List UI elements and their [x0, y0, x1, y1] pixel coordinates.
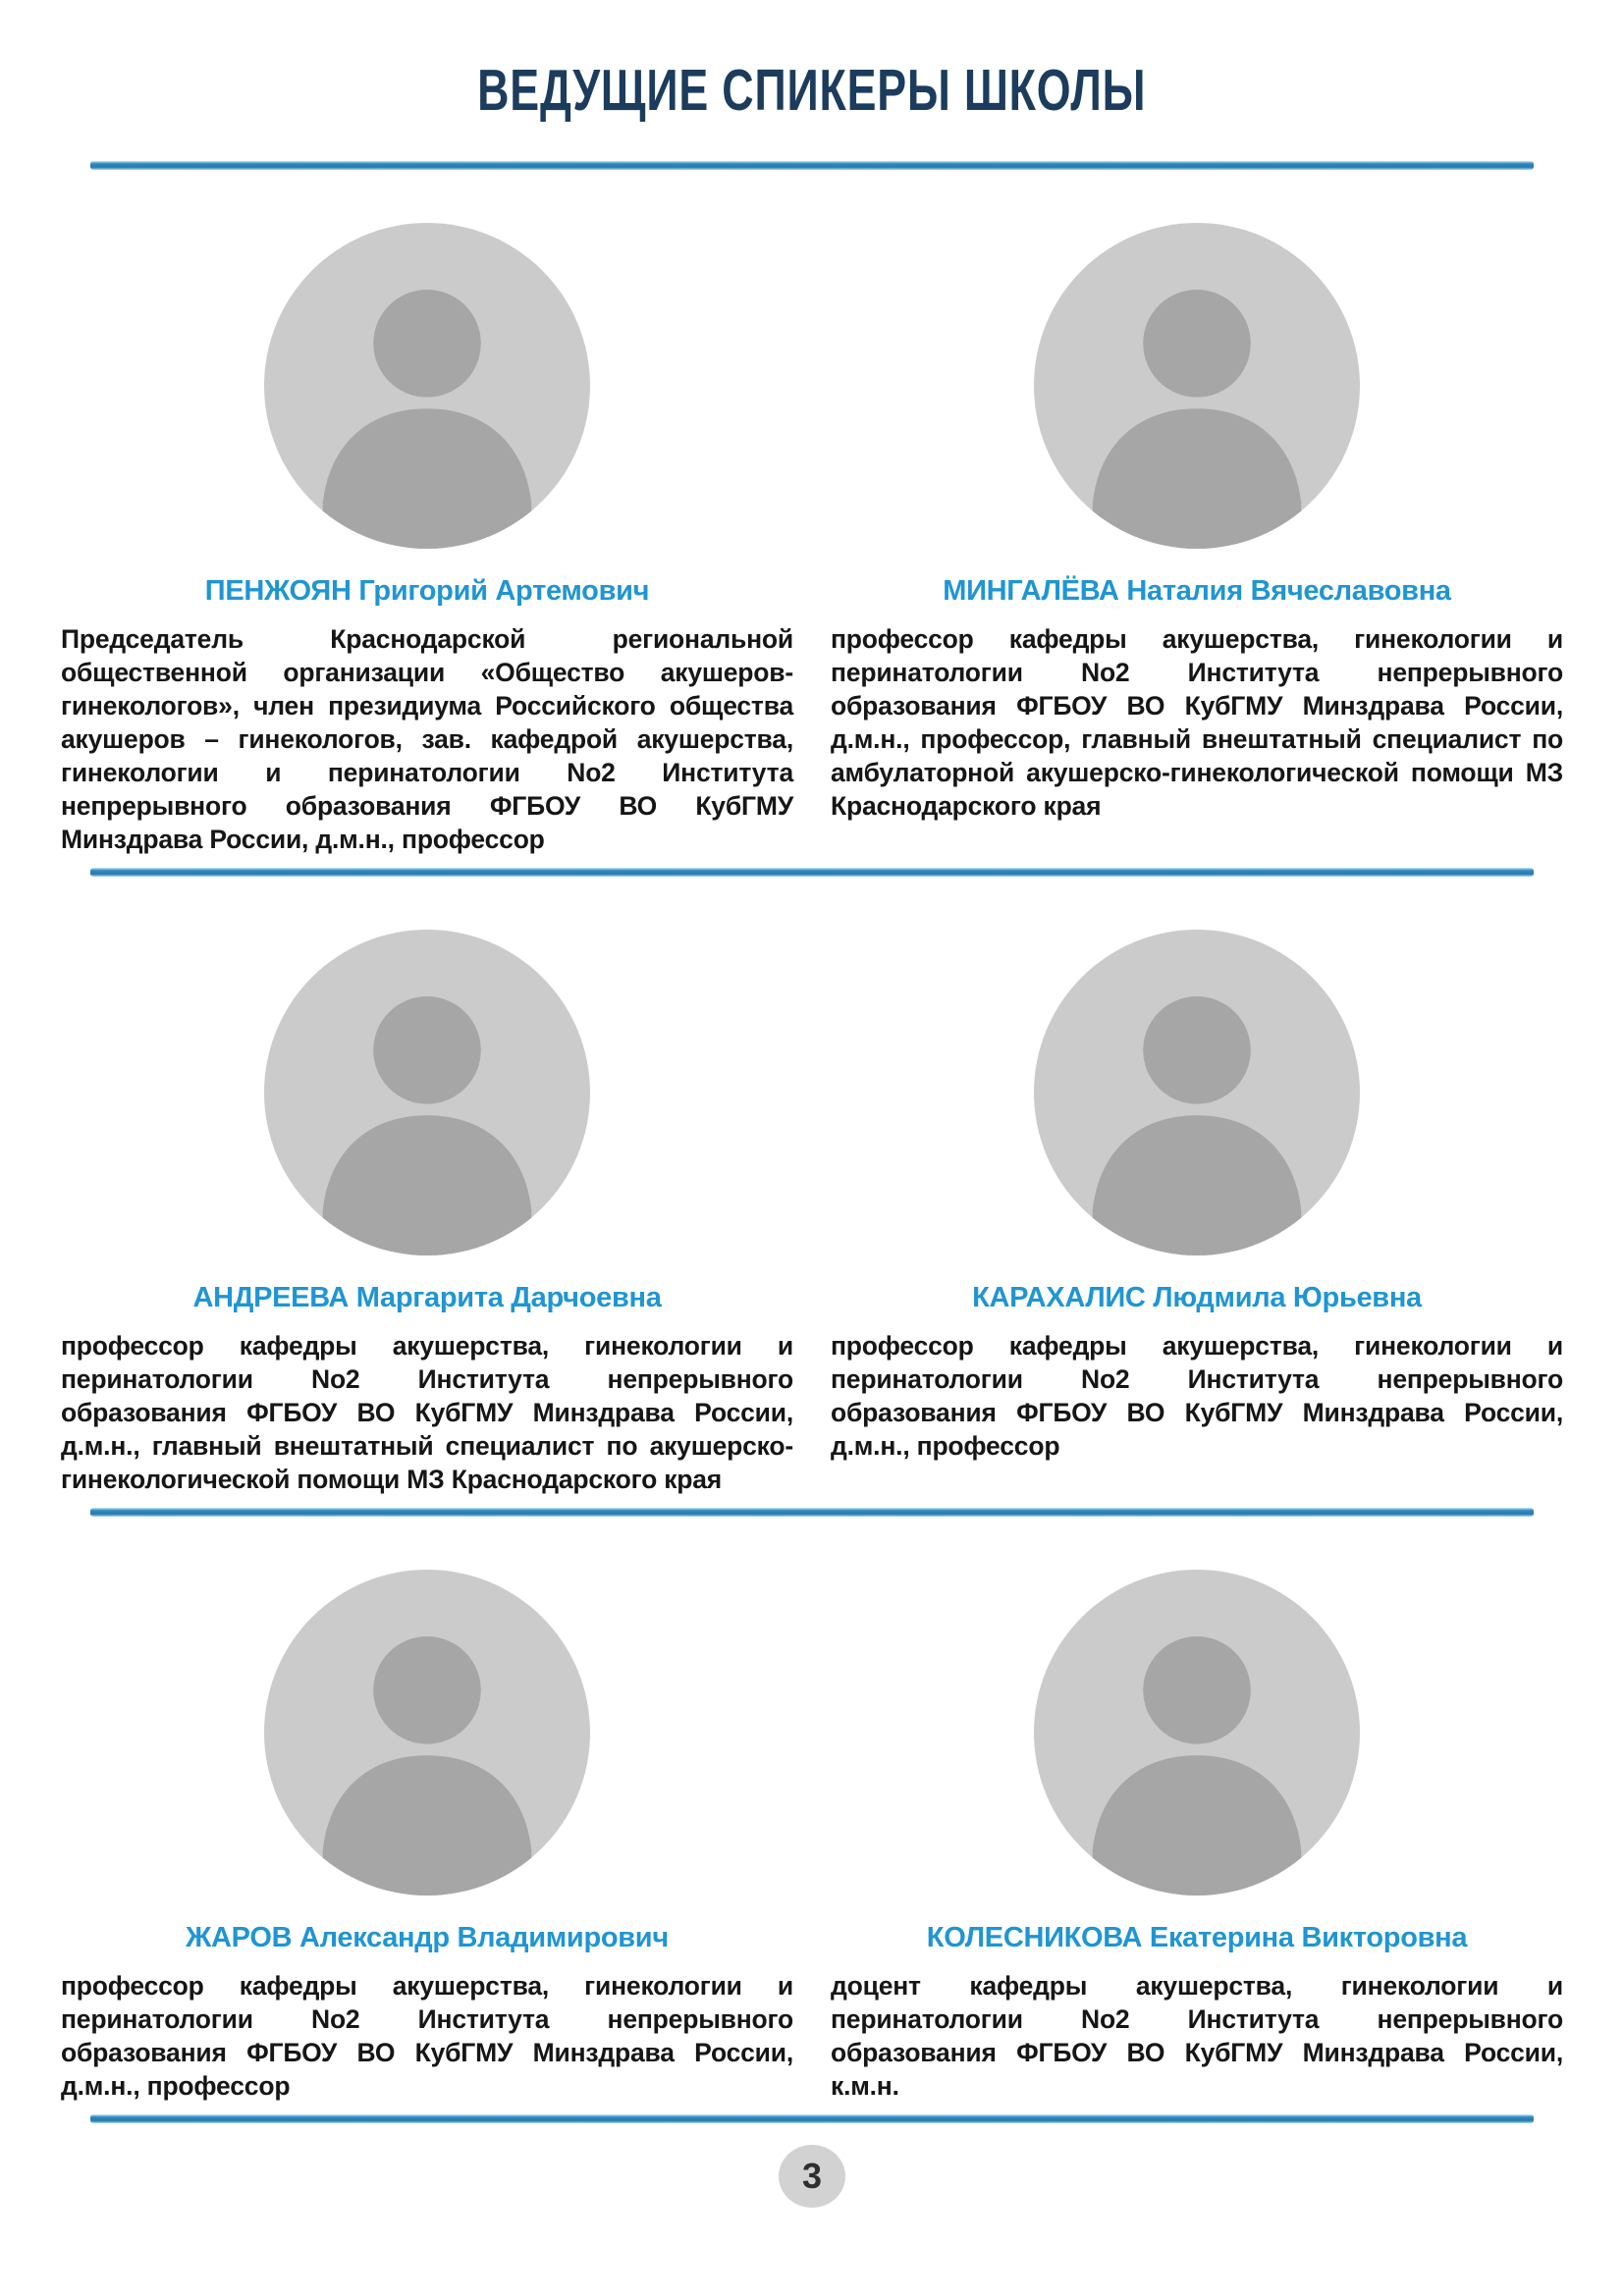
speaker-description: профессор кафедры акушерства, гинекологии и перинатологии No2 Института непрерывного образования ФГБОУ ВО КубГМУ Минздрава России, д.м.н., профессор	[61, 1971, 793, 2101]
speaker-description: доцент кафедры акушерства, гинекологии и перинатологии No2 Института непрерывного образования ФГБОУ ВО КубГМУ Минздрава России, к.м.н.	[831, 1971, 1563, 2101]
person-silhouette-icon	[264, 1570, 590, 1896]
page-footer	[0, 2103, 1624, 2208]
speaker-card	[61, 1517, 793, 2103]
page-title	[0, 57, 1624, 123]
person-silhouette-icon	[264, 223, 590, 549]
speaker-name: ЖАРОВ Александр Владимирович	[186, 1922, 669, 1953]
speaker-name: ПЕНЖОЯН Григорий Артемович	[204, 575, 650, 607]
speaker-name: АНДРЕЕВА Маргарита Дарчоевна	[192, 1282, 662, 1313]
speakers-row-1	[0, 170, 1624, 856]
speaker-photo	[264, 930, 590, 1255]
speaker-photo	[264, 223, 590, 549]
speaker-description: профессор кафедры акушерства, гинекологии и перинатологии No2 Института непрерывного образования ФГБОУ ВО КубГМУ Минздрава России, д.м.н., главный внештатный специалист по акушерско-гинекологической помощи МЗ Краснодарского края	[61, 1331, 793, 1494]
speaker-card	[831, 877, 1563, 1496]
person-silhouette-icon	[264, 930, 590, 1255]
speaker-description: профессор кафедры акушерства, гинекологии и перинатологии No2 Института непрерывного образования ФГБОУ ВО КубГМУ Минздрава России, д.м.н., профессор, главный внештатный специалист по амбулаторной акушерско-гинекологической помощи МЗ Краснодарского края	[831, 624, 1563, 821]
person-silhouette-icon	[1034, 930, 1360, 1255]
speakers-row-2	[0, 877, 1624, 1496]
person-silhouette-icon	[1034, 1570, 1360, 1896]
speaker-card	[831, 1517, 1563, 2103]
speaker-description: Председатель Краснодарской региональной общественной организации «Общество акушеров-гинекологов», член президиума Российского общества акушеров – гинекологов, зав. кафедрой акушерства, гинекологии и перинатологии No2 Института непрерывного образования ФГБОУ ВО КубГМУ Минздрава России, д.м.н., профессор	[61, 624, 793, 854]
speaker-card	[61, 877, 793, 1496]
speakers-row-3	[0, 1517, 1624, 2103]
speaker-name: КАРАХАЛИС Людмила Юрьевна	[972, 1282, 1422, 1313]
speaker-photo	[264, 1570, 590, 1896]
speaker-photo	[1034, 223, 1360, 549]
speaker-name: КОЛЕСНИКОВА Екатерина Викторовна	[926, 1922, 1468, 1953]
speaker-card	[61, 170, 793, 856]
section-divider	[90, 161, 1534, 170]
speaker-photo	[1034, 1570, 1360, 1896]
page-title-text: ВЕДУЩИЕ СПИКЕРЫ ШКОЛЫ	[477, 57, 1147, 123]
page-number-badge: 3	[779, 2145, 845, 2208]
speaker-name: МИНГАЛЁВА Наталия Вячеславовна	[943, 575, 1451, 607]
speaker-card	[831, 170, 1563, 856]
section-divider	[90, 2114, 1534, 2123]
section-divider	[90, 868, 1534, 877]
speaker-photo	[1034, 930, 1360, 1255]
speaker-description: профессор кафедры акушерства, гинекологии и перинатологии No2 Института непрерывного образования ФГБОУ ВО КубГМУ Минздрава России, д.м.н., профессор	[831, 1331, 1563, 1461]
person-silhouette-icon	[1034, 223, 1360, 549]
section-divider	[90, 1508, 1534, 1517]
